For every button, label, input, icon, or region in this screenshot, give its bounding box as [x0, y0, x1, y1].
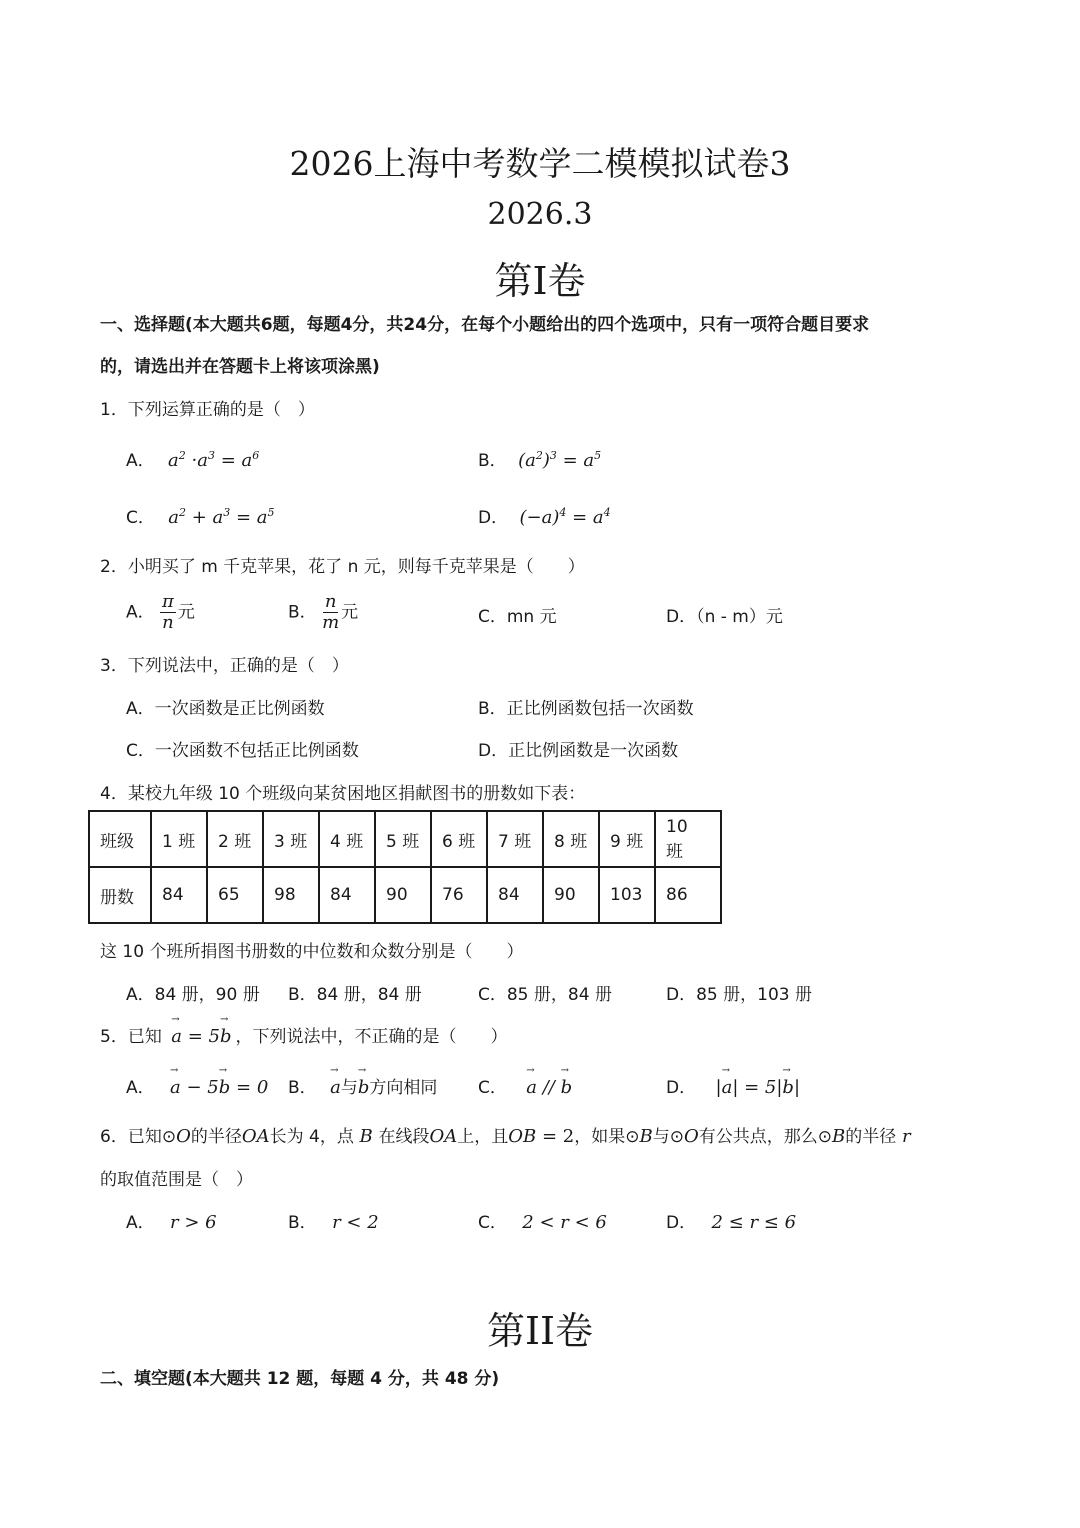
q1-math-d: $(-a)^4 = a^4$	[519, 506, 611, 528]
q6-var-oa2: OA	[429, 1126, 458, 1147]
table-cell: 90	[375, 867, 431, 923]
q1-math-a: $a^2 \cdot a^3 = a^6$	[168, 449, 260, 471]
q6-stem-line2: 的取值范围是（ ）	[100, 1170, 253, 1190]
q3-option-c: C．一次函数不包括正比例函数	[126, 741, 359, 761]
q6-label-c: C．	[478, 1213, 507, 1233]
q2-text-d: （n - m）元	[696, 607, 783, 627]
table-cell: 7 班	[487, 811, 543, 867]
q5-same-direction: 方向相同	[369, 1078, 438, 1098]
q6-var-oa: OA	[241, 1126, 270, 1147]
q2-unit-a: 元	[177, 602, 195, 623]
table-cell: 6 班	[431, 811, 487, 867]
table-row	[89, 867, 721, 923]
q4-follow-up: 这 10 个班所捐图书册数的中位数和众数分别是（ ）	[100, 942, 524, 962]
q5-given-vector-equation: → a = 5→ b	[171, 1026, 231, 1047]
q6-stem-line1	[100, 1122, 911, 1147]
table-cell: 10 班	[655, 811, 721, 867]
table-cell: 1 班	[151, 811, 207, 867]
table-cell: 86	[655, 867, 721, 923]
q5-stem	[100, 1022, 507, 1047]
q2-option-c	[478, 602, 557, 627]
q3-option-b: B．正比例函数包括一次函数	[478, 699, 694, 719]
volume-one-heading: 第I卷	[494, 259, 586, 303]
q6-math-a: r > 6	[170, 1212, 217, 1233]
volume-two-heading: 第II卷	[486, 1309, 594, 1353]
q2-label-b: B．	[288, 602, 317, 623]
q1-stem: 1．下列运算正确的是（ ）	[100, 400, 315, 420]
q6-text: 6．已知⊙	[100, 1127, 177, 1147]
q6-text: 的半径	[845, 1127, 897, 1147]
q5-math-d: |→ a| = 5|→ b|	[716, 1077, 801, 1098]
q4-option-d: D．85 册，103 册	[666, 985, 812, 1005]
q2-label-c: C．	[478, 607, 507, 627]
section2-instructions: 二、填空题(本大题共 12 题，每题 4 分，共 48 分)	[100, 1369, 500, 1389]
q3-option-a: A．一次函数是正比例函数	[126, 699, 325, 719]
q4-option-c: C．85 册，84 册	[478, 985, 612, 1005]
q6-label-d: D．	[666, 1213, 697, 1233]
table-cell: 3 班	[263, 811, 319, 867]
exam-title: 2026上海中考数学二模模拟试卷3	[289, 144, 791, 183]
q5-vec-b: → b	[358, 1077, 370, 1098]
table-cell: 103	[599, 867, 655, 923]
table-cell: 5 班	[375, 811, 431, 867]
q6-text: 长为 4，点	[269, 1127, 354, 1147]
q2-fraction-a: $\frac{\pi}{n}$	[162, 591, 174, 633]
q1-option-c	[126, 503, 275, 528]
q1-label-b: B．	[478, 451, 507, 471]
q5-label-d: D．	[666, 1078, 697, 1098]
table-header-row	[89, 811, 721, 867]
q6-var-b: B	[353, 1126, 379, 1147]
q6-math-d: 2 ≤ r ≤ 6	[711, 1212, 797, 1233]
table-cell: 90	[543, 867, 599, 923]
table-cell: 班级	[89, 811, 151, 867]
q6-option-d	[666, 1208, 796, 1233]
q5-stem-prefix: 5．已知	[100, 1027, 162, 1047]
q3-option-d: D．正比例函数是一次函数	[478, 741, 679, 761]
q2-fraction-b: $\frac{n}{m}$	[322, 591, 340, 633]
q2-label-a: A．	[126, 602, 155, 623]
table-cell: 84	[151, 867, 207, 923]
q6-text: 有公共点，那么⊙	[698, 1127, 832, 1147]
q6-math-c: 2 < r < 6	[522, 1212, 607, 1233]
table-cell: 9 班	[599, 811, 655, 867]
q6-text: 与⊙	[652, 1127, 684, 1147]
q5-math-a: → a − 5→ b = 0	[170, 1077, 268, 1098]
q5-option-d	[666, 1073, 800, 1098]
q6-math-ob: OB	[508, 1126, 537, 1147]
q1-math-b: $(a^2)^3 = a^5$	[518, 449, 602, 471]
q6-var-b2: B	[639, 1126, 653, 1147]
q6-label-b: B．	[288, 1213, 317, 1233]
q6-option-c	[478, 1208, 607, 1233]
q3-stem: 3．下列说法中，正确的是（ ）	[100, 656, 349, 676]
q2-text-c: mn 元	[506, 607, 557, 627]
table-cell: 84	[487, 867, 543, 923]
q6-option-b	[288, 1208, 379, 1233]
table-cell: 2 班	[207, 811, 263, 867]
table-cell: 76	[431, 867, 487, 923]
q6-math-ob-val: = 2	[536, 1126, 575, 1147]
q5-option-b	[288, 1073, 437, 1098]
q1-option-a	[126, 446, 259, 471]
q5-option-a	[126, 1073, 268, 1098]
q6-text: 上，且	[457, 1127, 509, 1147]
q6-text: 在线段	[378, 1127, 430, 1147]
q5-and: 与	[340, 1078, 358, 1098]
q4-option-b: B．84 册，84 册	[288, 985, 422, 1005]
q2-option-b	[288, 592, 358, 633]
q1-label-a: A．	[126, 451, 155, 471]
q1-option-d	[478, 503, 611, 528]
table-cell: 65	[207, 867, 263, 923]
q5-vec-a: → a	[330, 1077, 341, 1098]
q5-label-b: B．	[288, 1078, 317, 1098]
q6-text: 的半径	[190, 1127, 242, 1147]
q4-option-a: A．84 册，90 册	[126, 985, 260, 1005]
q6-var-b3: B	[831, 1126, 846, 1147]
q1-label-d: D．	[478, 508, 509, 528]
exam-date: 2026.3	[487, 197, 593, 232]
q4-stem: 4．某校九年级 10 个班级向某贫困地区捐献图书的册数如下表：	[100, 784, 586, 804]
section1-instructions-line2: 的，请选出并在答题卡上将该项涂黑)	[100, 357, 380, 377]
q5-math-c: → a // → b	[526, 1077, 572, 1098]
q1-math-c: $a^2 + a^3 = a^5$	[168, 506, 275, 528]
q5-label-c: C．	[478, 1078, 507, 1098]
q2-label-d: D．	[666, 607, 697, 627]
q2-unit-b: 元	[341, 602, 359, 623]
table-cell: 4 班	[319, 811, 375, 867]
q6-text: ，如果⊙	[574, 1127, 640, 1147]
q5-option-c	[478, 1073, 572, 1098]
q6-var-r: r	[896, 1126, 911, 1147]
q6-option-a	[126, 1208, 217, 1233]
q6-var-o: O	[176, 1126, 191, 1147]
q6-math-b: r < 2	[332, 1212, 379, 1233]
q1-option-b	[478, 446, 601, 471]
q2-option-a	[126, 592, 195, 633]
q6-var-o2: O	[683, 1126, 699, 1147]
q5-stem-suffix: ，下列说法中，不正确的是（ ）	[235, 1027, 508, 1047]
table-cell: 98	[263, 867, 319, 923]
table-cell: 8 班	[543, 811, 599, 867]
q5-label-a: A．	[126, 1078, 155, 1098]
q2-option-d	[666, 602, 783, 627]
q2-stem: 2．小明买了 m 千克苹果，花了 n 元，则每千克苹果是（ ）	[100, 557, 585, 577]
table-cell: 册数	[89, 867, 151, 923]
q6-label-a: A．	[126, 1213, 155, 1233]
section1-instructions-line1: 一、选择题(本大题共6题，每题4分，共24分，在每个小题给出的四个选项中，只有一项符合题目要求	[100, 315, 870, 335]
q1-label-c: C．	[126, 508, 155, 528]
book-donation-table	[88, 810, 722, 924]
table-cell: 84	[319, 867, 375, 923]
